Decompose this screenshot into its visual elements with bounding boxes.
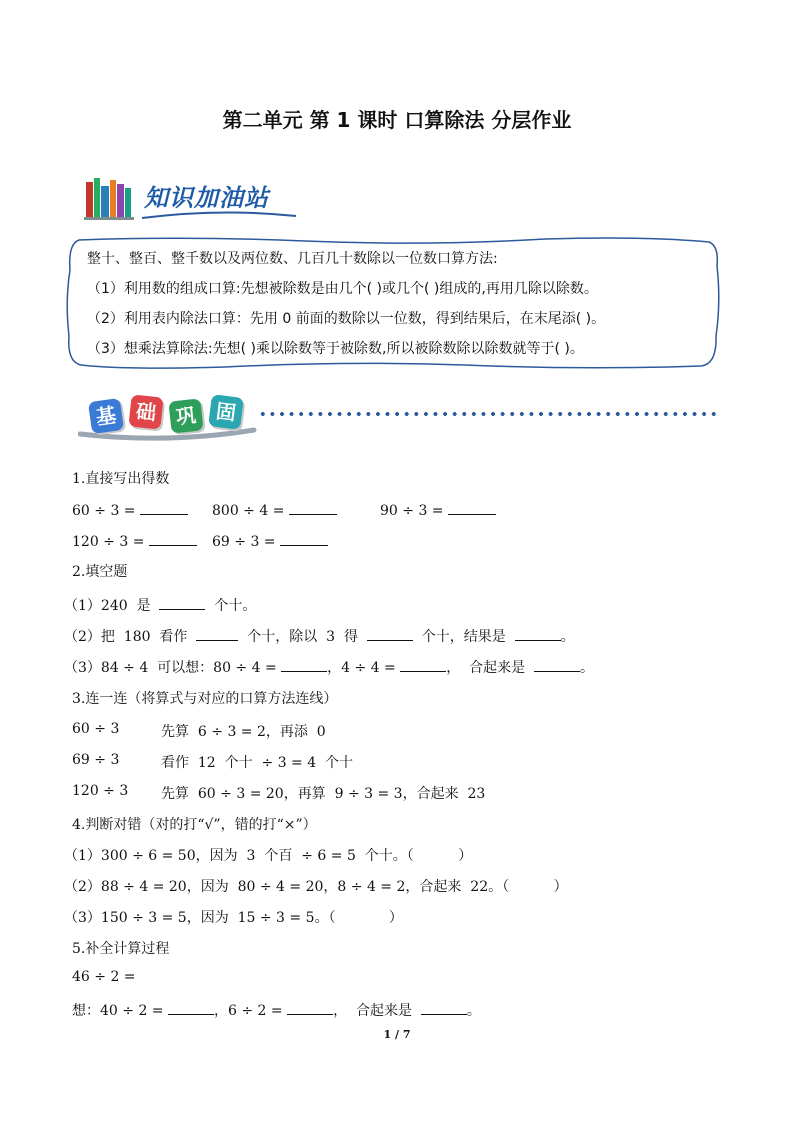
fill-item: 想：40 ÷ 2 = ，6 ÷ 2 = ， 合起来是 。 <box>72 1000 481 1020</box>
match-right-item[interactable]: 先算 6 ÷ 3 = 2，再添 0 <box>161 724 326 740</box>
match-left-item[interactable]: 60 ÷ 3 <box>72 721 120 737</box>
calc-item: 69 ÷ 3 = <box>212 531 328 550</box>
knowledge-station-banner <box>84 172 304 224</box>
calc-item: 800 ÷ 4 = <box>212 500 337 519</box>
section-tile: 固 <box>208 394 244 430</box>
answer-blank[interactable] <box>149 531 197 546</box>
question-heading: 5.补全计算过程 <box>72 941 170 957</box>
answer-blank[interactable] <box>140 500 188 515</box>
calc-item: 60 ÷ 3 = <box>72 500 188 519</box>
question-heading: 3.连一连（将算式与对应的口算方法连线） <box>72 691 338 707</box>
answer-blank[interactable] <box>196 626 238 641</box>
match-right-item[interactable]: 先算 60 ÷ 3 = 20，再算 9 ÷ 3 = 3，合起来 23 <box>161 786 486 802</box>
fill-item: （1）240 是 个十。 <box>64 595 256 615</box>
page-number: 1 / 7 <box>383 1028 411 1041</box>
answer-blank[interactable] <box>287 1000 333 1015</box>
knowledge-line: 整十、整百、整千数以及两位数、几百几十数除以一位数口算方法: <box>87 251 498 267</box>
answer-blank[interactable] <box>281 657 327 672</box>
fill-item: （3）84 ÷ 4 可以想：80 ÷ 4 = ，4 ÷ 4 = ， 合起来是 。 <box>64 657 594 677</box>
calc-item: 90 ÷ 3 = <box>380 500 496 519</box>
question-heading: 2.填空题 <box>72 564 128 580</box>
knowledge-line: （3）想乘法算除法:先想( )乘以除数等于被除数,所以被除数除以除数就等于( )。 <box>87 341 584 357</box>
knowledge-box <box>65 236 721 370</box>
section-tile: 巩 <box>168 398 203 433</box>
basic-consolidation-banner <box>78 392 718 442</box>
answer-blank[interactable] <box>515 626 561 641</box>
answer-blank[interactable] <box>400 657 446 672</box>
question-heading: 1.直接写出得数 <box>72 471 170 487</box>
section-tile: 础 <box>128 394 163 429</box>
answer-blank[interactable] <box>367 626 413 641</box>
match-left-item[interactable]: 120 ÷ 3 <box>72 783 129 799</box>
books-icon <box>84 174 136 220</box>
answer-blank[interactable] <box>289 500 337 515</box>
section-tile: 基 <box>88 398 124 434</box>
question-heading: 4.判断对错（对的打“√”，错的打“×”） <box>72 817 317 833</box>
answer-blank[interactable] <box>159 595 205 610</box>
answer-blank[interactable] <box>448 500 496 515</box>
judge-item[interactable]: （3）150 ÷ 3 = 5，因为 15 ÷ 3 = 5。（ ） <box>64 910 403 926</box>
dotted-divider <box>258 412 718 416</box>
answer-blank[interactable] <box>534 657 580 672</box>
page-title: 第二单元 第 1 课时 口算除法 分层作业 <box>222 108 572 132</box>
fill-item: （2）把 180 看作 个十，除以 3 得 个十，结果是 。 <box>64 626 575 646</box>
match-right-item[interactable]: 看作 12 个十 ÷ 3 = 4 个十 <box>161 755 354 771</box>
knowledge-line: （2）利用表内除法口算：先用 0 前面的数除以一位数，得到结果后，在末尾添( )。 <box>87 311 606 327</box>
answer-blank[interactable] <box>421 1000 467 1015</box>
judge-item[interactable]: （1）300 ÷ 6 = 50，因为 3 个百 ÷ 6 = 5 个十。（ ） <box>64 848 473 864</box>
match-left-item[interactable]: 69 ÷ 3 <box>72 752 120 768</box>
section-label: 知识加油站 <box>144 184 269 212</box>
calc-item: 120 ÷ 3 = <box>72 531 197 550</box>
calc-expression: 46 ÷ 2 = <box>72 969 136 985</box>
underline-decoration <box>140 210 300 222</box>
answer-blank[interactable] <box>280 531 328 546</box>
knowledge-line: （1）利用数的组成口算:先想被除数是由几个( )或几个( )组成的,再用几除以除数。 <box>87 281 598 297</box>
judge-item[interactable]: （2）88 ÷ 4 = 20，因为 80 ÷ 4 = 20，8 ÷ 4 = 2，合起来 22。（ ） <box>64 879 568 895</box>
answer-blank[interactable] <box>168 1000 214 1015</box>
